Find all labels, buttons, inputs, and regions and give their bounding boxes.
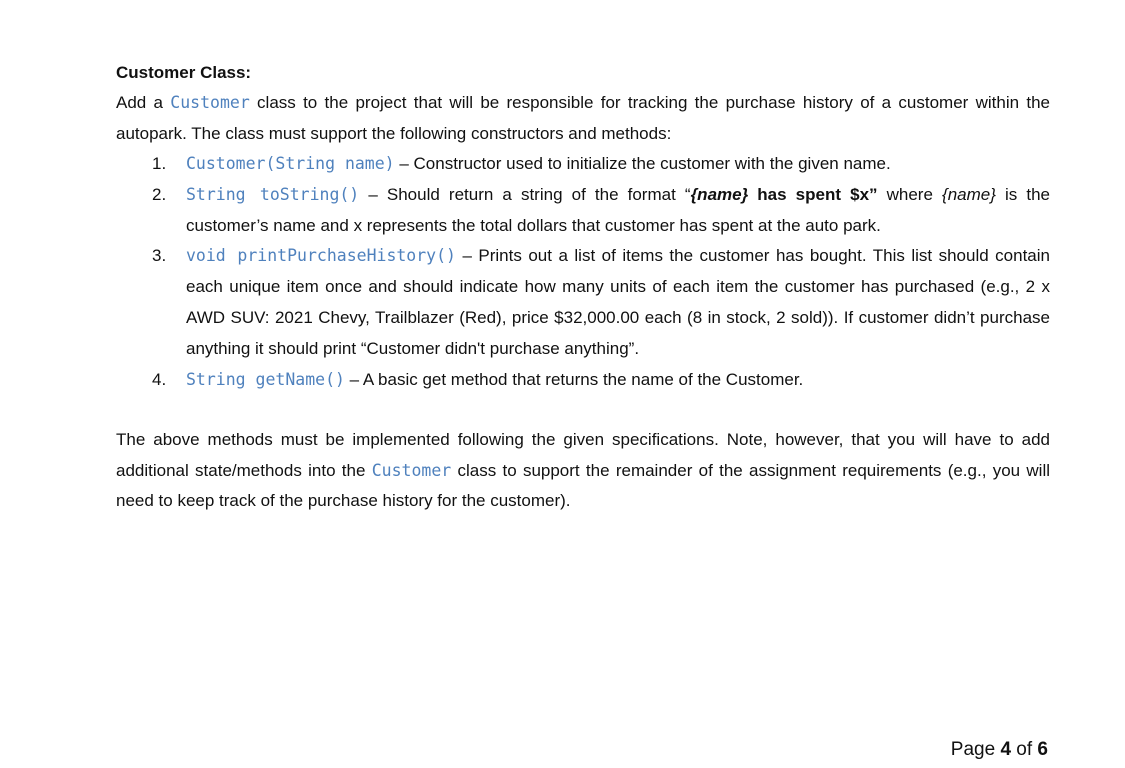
method-description: – Constructor used to initialize the customer with the given name. [394,154,891,173]
current-page: 4 [1000,739,1012,760]
method-description-cont: where [877,184,943,204]
intro-paragraph [116,88,1050,149]
method-description: – Should return a string of the format “ [359,184,691,204]
method-signature: void printPurchaseHistory() [186,246,456,266]
format-rest: has spent $x” [748,184,878,204]
customer-class-code: Customer [170,93,250,112]
methods-list [152,149,1050,395]
intro-text-2: class to the project that will be responsible for tracking the purchase history of a customer within the autopark. The class must support the following constructors and methods: [116,93,1050,143]
list-item [152,180,1050,242]
list-number: 1. [152,154,167,173]
total-pages: 6 [1037,739,1048,760]
page-label: Page [950,739,1001,760]
method-signature: Customer(String name) [186,154,395,173]
section-heading: Customer Class: [116,63,252,82]
method-description-end: is the customer’s name and x represents the total dollars that customer has spent at the auto park. [186,184,1051,235]
list-item [152,241,1050,364]
closing-paragraph [116,425,1050,517]
format-name-placeholder: {name} [690,184,749,204]
list-number: 4. [152,369,167,389]
list-number: 3. [152,246,167,266]
method-description: – A basic get method that returns the name of the Customer. [344,369,804,389]
list-item [152,365,1050,396]
method-description: – Prints out a list of items the customer has bought. This list should contain each unique item once and should indicate how many units of each item the customer has purchased (e.g., 2 x AWD SUV: 2021 Chevy, Trailblazer (Red), price $32,000.00 each (8 in stock, 2 sold)). If customer didn’t purchase anything it should print “Customer didn't purchase anything”. [186,246,1050,358]
method-signature: String getName() [186,369,345,389]
closing-text-2: class to support the remainder of the assignment requirements (e.g., you will need to keep track of the purchase history for the customer). [116,460,1051,511]
list-item [152,149,1050,180]
document-body [116,58,1050,517]
name-placeholder: {name} [942,184,996,204]
list-number: 2. [152,184,167,204]
customer-class-code-2: Customer [371,460,452,480]
closing-text-1: The above methods must be implemented following the given specifications. Note, however, that you will have to add additional state/methods into the [116,430,1050,480]
method-signature: String toString() [186,184,360,204]
of-label: of [1011,739,1038,760]
intro-text-1: Add a [116,93,171,112]
page-number [951,738,1048,762]
